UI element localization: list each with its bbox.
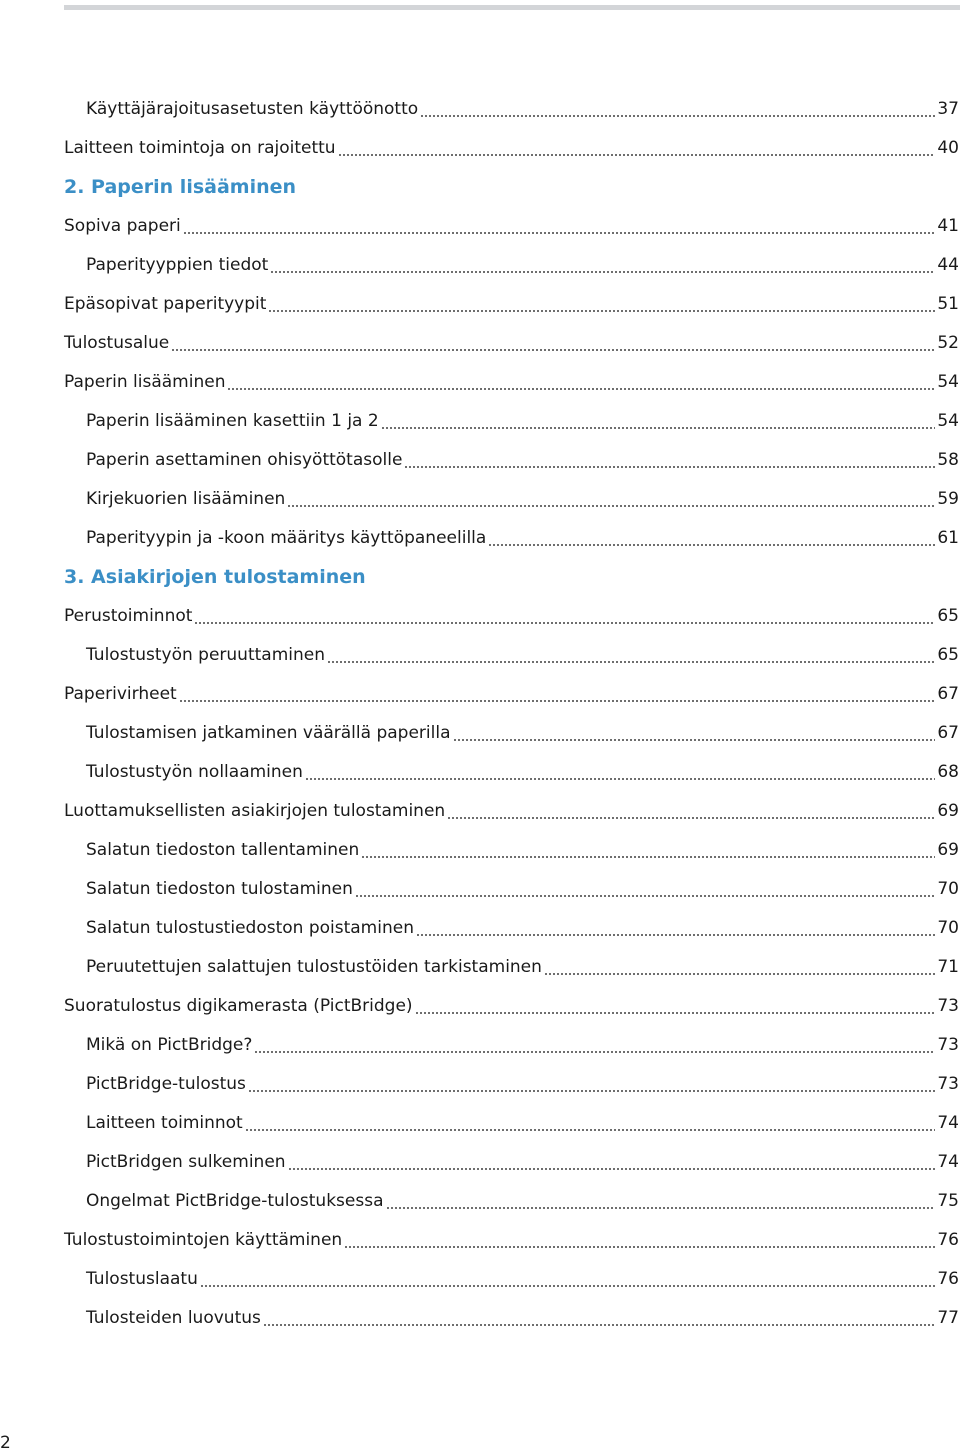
toc-entry-page: 54 [937,372,959,392]
toc-entry[interactable] [64,1065,959,1104]
toc-entry-page: 54 [937,411,959,431]
dot-leader [248,1090,935,1092]
toc-entry[interactable] [64,1026,959,1065]
toc-entry[interactable] [64,636,959,675]
toc-entry-title: Epäsopivat paperityypit [64,294,267,314]
toc-entry-page: 68 [937,762,959,782]
toc-entry-title: Ongelmat PictBridge-tulostuksessa [86,1191,384,1211]
dot-leader [420,115,935,117]
toc-entry-page: 65 [937,645,959,665]
toc-entry-title: Suoratulostus digikamerasta (PictBridge) [64,996,413,1016]
dot-leader [381,427,936,429]
dot-leader [416,934,935,936]
dot-leader [245,1129,936,1131]
dot-leader [305,778,935,780]
toc-entry[interactable] [64,753,959,792]
toc-entry-page: 37 [937,99,959,119]
dot-leader [194,622,935,624]
toc-entry[interactable] [64,987,959,1026]
dot-leader [404,466,935,468]
dot-leader [268,310,935,312]
toc-entry-title: PictBridgen sulkeminen [86,1152,286,1172]
toc-entry-title: Tulostamisen jatkaminen väärällä paperilla [86,723,451,743]
toc-entry-title: Peruutettujen salattujen tulostustöiden tarkistaminen [86,957,542,977]
toc-entry-page: 41 [937,216,959,236]
toc-entry[interactable] [64,714,959,753]
toc-entry-page: 73 [937,996,959,1016]
chapter-heading [64,558,959,597]
toc-entry[interactable] [64,1143,959,1182]
toc-entry[interactable] [64,285,959,324]
dot-leader [361,856,935,858]
toc-entry[interactable] [64,675,959,714]
toc-entry[interactable] [64,207,959,246]
table-of-contents [64,90,959,1338]
toc-entry[interactable] [64,246,959,285]
header-rule [64,5,960,10]
toc-entry-title: Luottamuksellisten asiakirjojen tulostaminen [64,801,446,821]
dot-leader [355,895,935,897]
page-number: 2 [0,1433,11,1453]
dot-leader [287,505,935,507]
toc-entry-page: 77 [937,1308,959,1328]
toc-entry-page: 73 [937,1035,959,1055]
toc-entry-title: Paperityyppien tiedot [86,255,269,275]
toc-entry-page: 74 [937,1152,959,1172]
dot-leader [179,700,936,702]
toc-entry[interactable] [64,129,959,168]
toc-entry-page: 65 [937,606,959,626]
dot-leader [338,154,936,156]
toc-entry[interactable] [64,597,959,636]
toc-entry[interactable] [64,909,959,948]
toc-entry-title: Tulostuslaatu [86,1269,198,1289]
dot-leader [254,1051,935,1053]
toc-entry-page: 44 [937,255,959,275]
toc-entry-page: 69 [937,801,959,821]
dot-leader [263,1324,935,1326]
dot-leader [200,1285,936,1287]
toc-entry-title: Paperin asettaminen ohisyöttötasolle [86,450,403,470]
dot-leader [544,973,935,975]
dot-leader [327,661,935,663]
toc-entry-page: 67 [937,684,959,704]
toc-entry[interactable] [64,792,959,831]
toc-entry-title: Perustoiminnot [64,606,193,626]
toc-entry[interactable] [64,519,959,558]
toc-entry-page: 40 [937,138,959,158]
chapter-title: 3. Asiakirjojen tulostaminen [64,566,366,588]
toc-entry-page: 61 [937,528,959,548]
toc-entry-page: 70 [937,918,959,938]
toc-entry-title: Salatun tulostustiedoston poistaminen [86,918,414,938]
toc-entry[interactable] [64,870,959,909]
toc-entry-title: Paperin lisääminen [64,372,226,392]
toc-entry-page: 58 [937,450,959,470]
toc-entry[interactable] [64,948,959,987]
toc-entry[interactable] [64,402,959,441]
toc-entry[interactable] [64,1221,959,1260]
toc-entry-page: 59 [937,489,959,509]
toc-entry-page: 75 [937,1191,959,1211]
toc-entry-title: Kirjekuorien lisääminen [86,489,286,509]
dot-leader [453,739,936,741]
toc-entry-page: 73 [937,1074,959,1094]
dot-leader [415,1012,936,1014]
toc-entry-title: Tulostusalue [64,333,170,353]
dot-leader [183,232,936,234]
toc-entry[interactable] [64,324,959,363]
dot-leader [447,817,935,819]
toc-entry[interactable] [64,831,959,870]
chapter-heading [64,168,959,207]
toc-entry[interactable] [64,1260,959,1299]
dot-leader [227,388,935,390]
toc-entry[interactable] [64,1299,959,1338]
toc-entry-page: 76 [937,1269,959,1289]
toc-entry-title: Salatun tiedoston tallentaminen [86,840,360,860]
toc-entry-title: Laitteen toiminnot [86,1113,243,1133]
toc-entry-title: Paperin lisääminen kasettiin 1 ja 2 [86,411,379,431]
toc-entry-page: 67 [937,723,959,743]
toc-entry[interactable] [64,1104,959,1143]
toc-entry-title: Tulostustoimintojen käyttäminen [64,1230,343,1250]
dot-leader [171,349,935,351]
chapter-title: 2. Paperin lisääminen [64,176,297,198]
toc-entry-page: 74 [937,1113,959,1133]
toc-entry-title: Tulostustyön nollaaminen [86,762,303,782]
toc-entry-title: Mikä on PictBridge? [86,1035,253,1055]
toc-entry[interactable] [64,363,959,402]
dot-leader [270,271,935,273]
dot-leader [488,544,935,546]
toc-entry-title: Paperivirheet [64,684,177,704]
toc-entry-page: 51 [937,294,959,314]
toc-entry[interactable] [64,480,959,519]
toc-entry-title: Tulostustyön peruuttaminen [86,645,325,665]
toc-entry-title: Salatun tiedoston tulostaminen [86,879,353,899]
toc-entry[interactable] [64,441,959,480]
toc-entry[interactable] [64,1182,959,1221]
toc-entry-page: 70 [937,879,959,899]
toc-entry-title: PictBridge-tulostus [86,1074,246,1094]
toc-entry-title: Käyttäjärajoitusasetusten käyttöönotto [86,99,419,119]
toc-entry-title: Tulosteiden luovutus [86,1308,261,1328]
dot-leader [386,1207,936,1209]
toc-entry[interactable] [64,90,959,129]
toc-entry-page: 52 [937,333,959,353]
toc-entry-page: 69 [937,840,959,860]
toc-entry-title: Sopiva paperi [64,216,181,236]
dot-leader [344,1246,935,1248]
toc-entry-title: Laitteen toimintoja on rajoitettu [64,138,336,158]
toc-entry-page: 76 [937,1230,959,1250]
dot-leader [288,1168,936,1170]
toc-entry-title: Paperityypin ja -koon määritys käyttöpaneelilla [86,528,487,548]
toc-entry-page: 71 [937,957,959,977]
